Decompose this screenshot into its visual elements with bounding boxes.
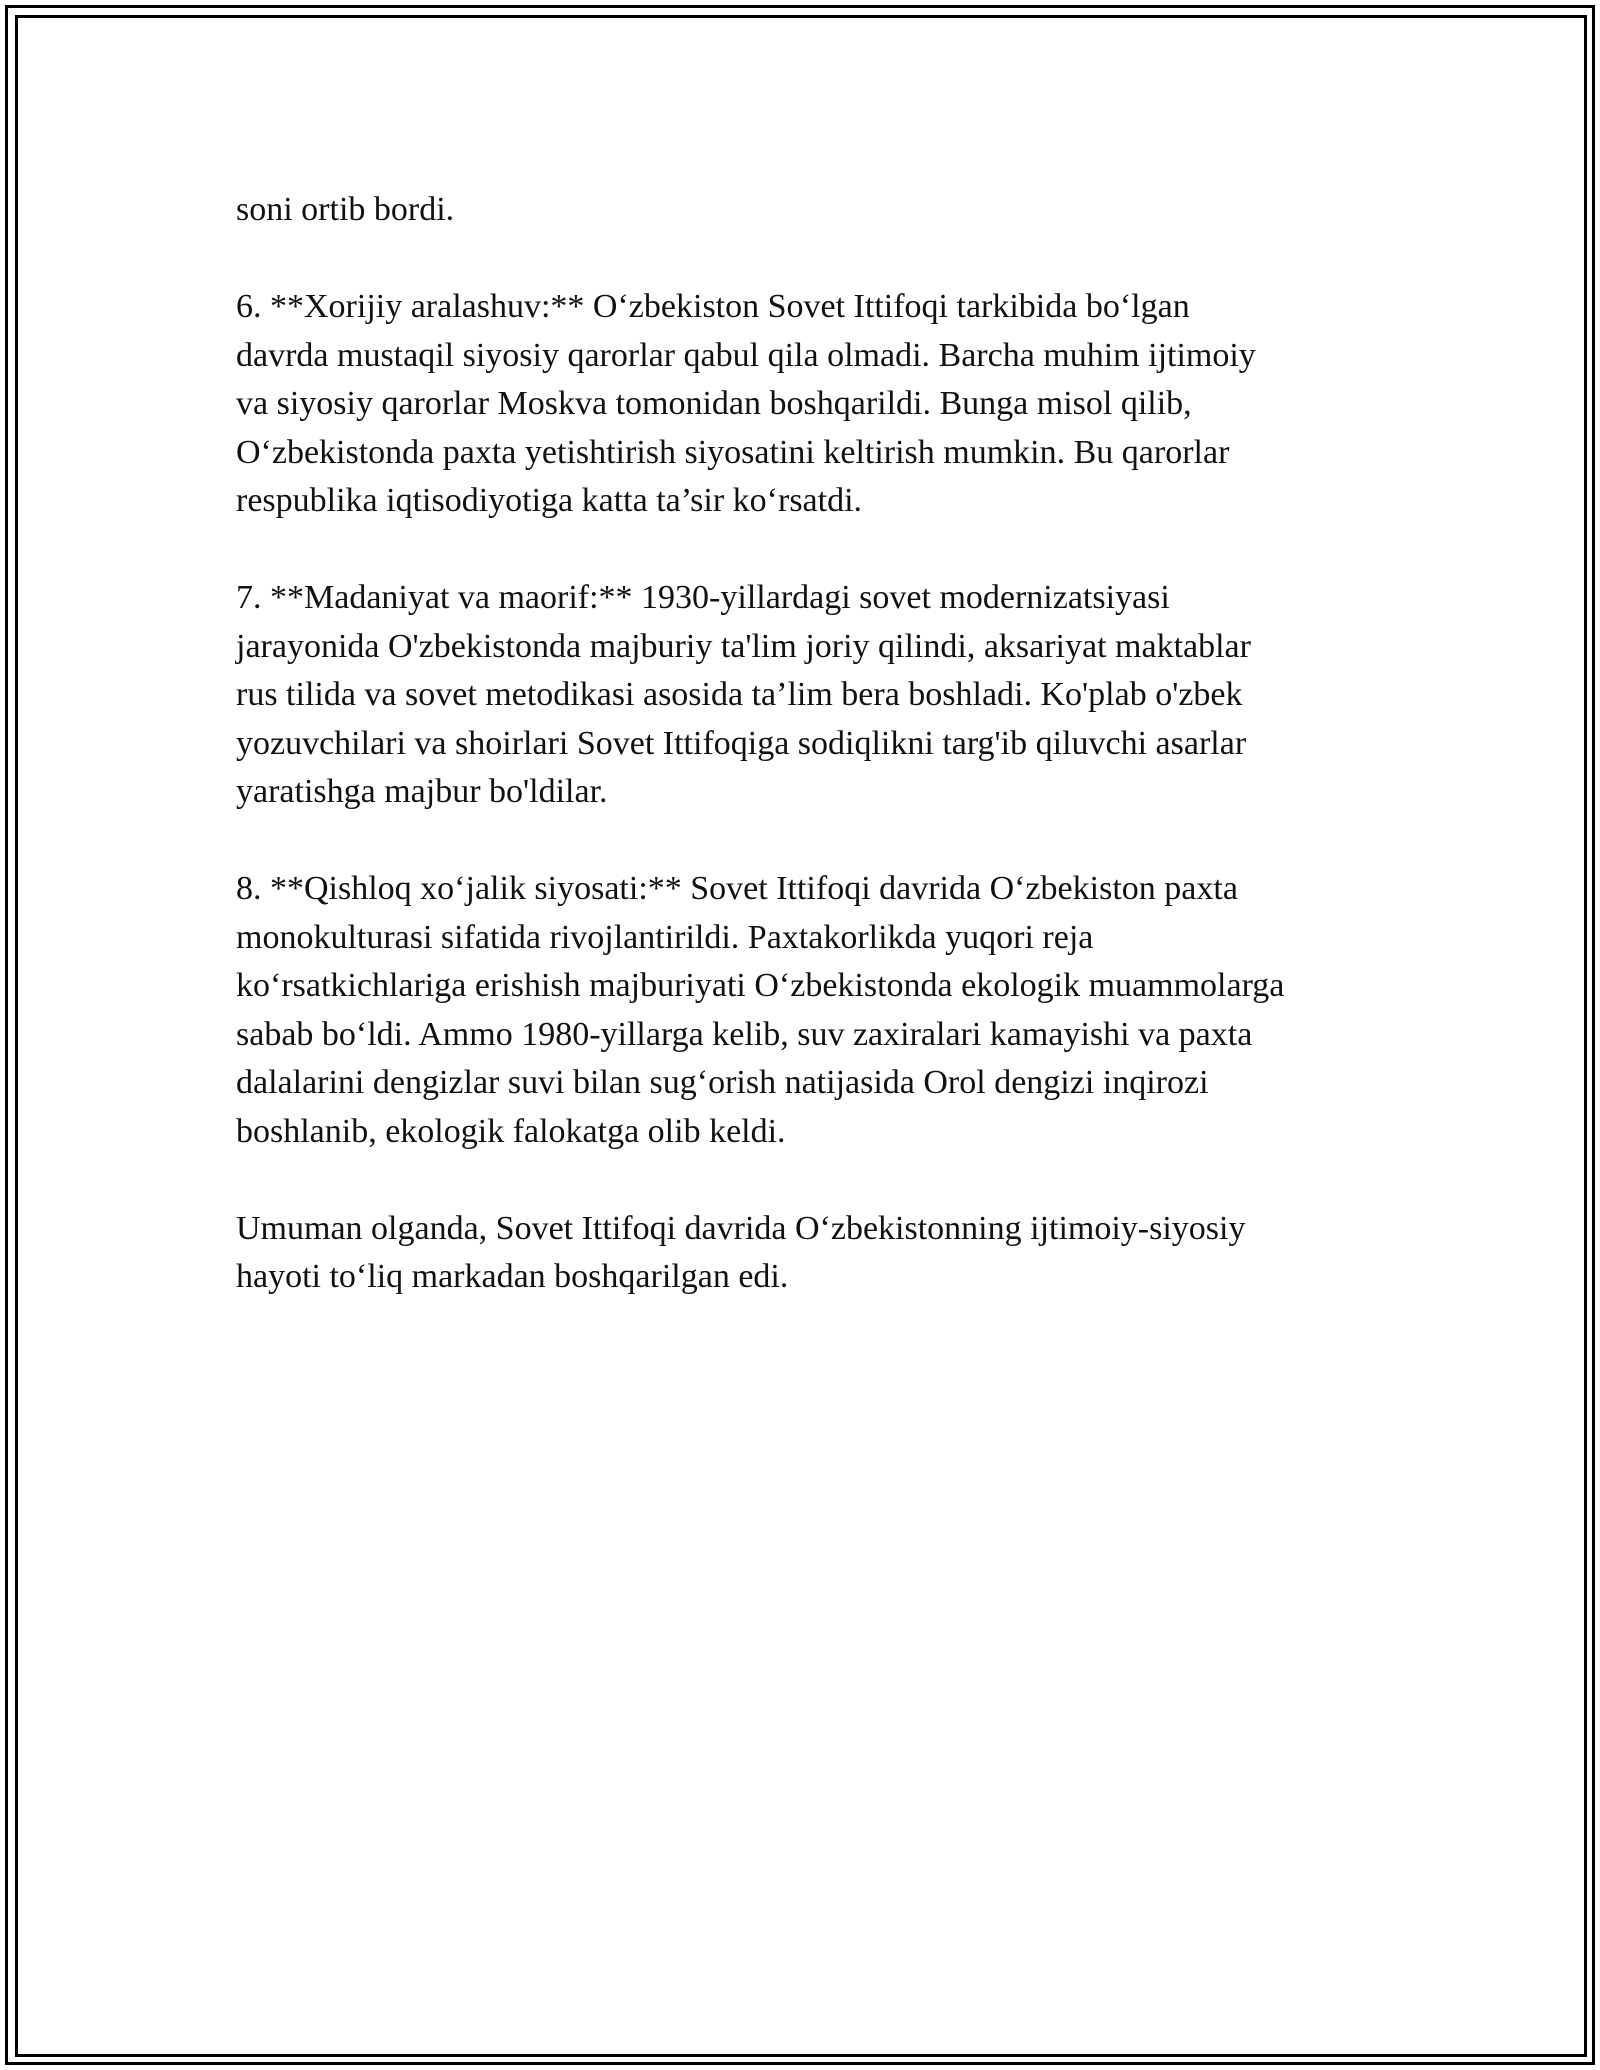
paragraph-foreign-intervention: 6. **Xorijiy aralashuv:** O‘zbekiston Sovet Ittifoqi tarkibida bo‘lgan davrda mustaqil siyosiy qarorlar qabul qila olmadi. Barcha muhim ijtimoiy va siyosiy qarorlar Moskva tomonidan boshqarildi. Bunga misol qilib, O‘zbekistonda paxta yetishtirish siyosatini keltirish mumkin. Bu qarorlar respublika iqtisodiyotiga katta ta’sir ko‘rsatdi. bbox=[236, 288, 1256, 519]
paragraph-culture-education: 7. **Madaniyat va maorif:** 1930-yillardagi sovet modernizatsiyasi jarayonida O'zbekistonda majburiy ta'lim joriy qilindi, aksariyat maktablar rus tilida va sovet metodikasi asosida ta’lim bera boshladi. Ko'plab o'zbek yozuvchilari va shoirlari Sovet Ittifoqiga sodiqlikni targ'ib qiluvchi asarlar yaratishga majbur bo'ldilar. bbox=[236, 579, 1251, 810]
document-body bbox=[236, 186, 1376, 1350]
paragraph-continuation: soni ortib bordi. bbox=[236, 191, 455, 228]
paragraph-agriculture-policy: 8. **Qishloq xo‘jalik siyosati:** Sovet Ittifoqi davrida O‘zbekiston paxta monokulturasi sifatida rivojlantirildi. Paxtakorlikda yuqori reja ko‘rsatkichlariga erishish majburiyati O‘zbekistonda ekologik muammolarga sabab bo‘ldi. Ammo 1980-yillarga kelib, suv zaxiralari kamayishi va paxta dalalarini dengizlar suvi bilan sug‘orish natijasida Orol dengizi inqirozi boshlanib, ekologik falokatga olib keldi. bbox=[236, 870, 1285, 1150]
paragraph-conclusion: Umuman olganda, Sovet Ittifoqi davrida O‘zbekistonning ijtimoiy-siyosiy hayoti to‘liq markadan boshqarilgan edi. bbox=[236, 1209, 1246, 1295]
